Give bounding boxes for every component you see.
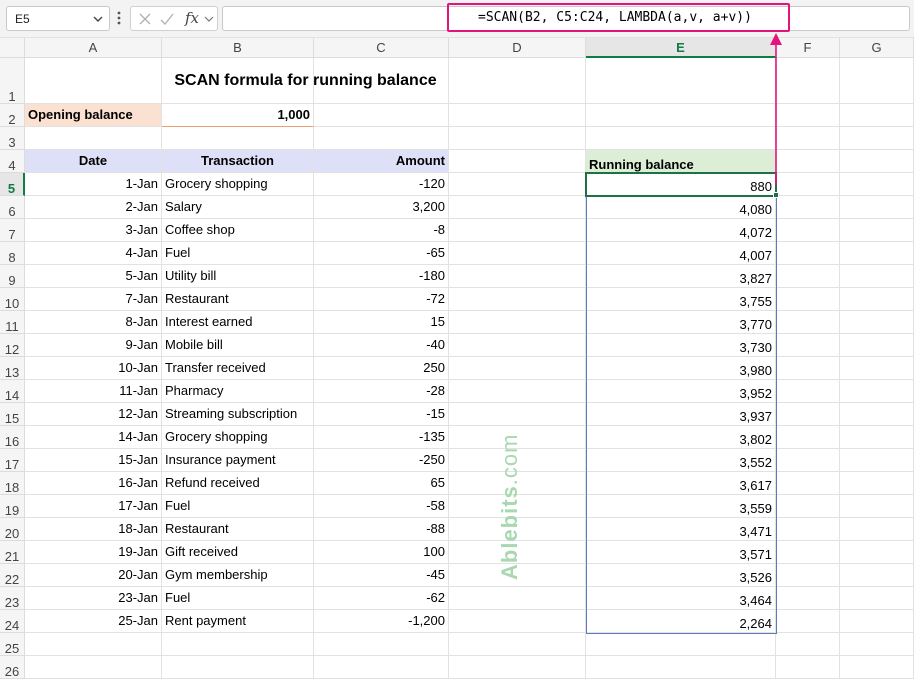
date-cell[interactable]: 18-Jan	[25, 518, 162, 541]
date-cell[interactable]: 20-Jan	[25, 564, 162, 587]
running-balance-cell[interactable]: 3,755	[586, 288, 776, 311]
row-header-7[interactable]: 7	[0, 219, 25, 242]
running-balance-cell[interactable]: 880	[586, 173, 776, 196]
amount-cell[interactable]: -65	[314, 242, 449, 265]
row-header-11[interactable]: 11	[0, 311, 25, 334]
amount-cell[interactable]: 65	[314, 472, 449, 495]
opening-balance-label[interactable]: Opening balance	[25, 104, 162, 127]
chevron-down-icon[interactable]	[91, 12, 105, 26]
amount-cell[interactable]: -62	[314, 587, 449, 610]
running-balance-cell[interactable]: 4,080	[586, 196, 776, 219]
cell-g14[interactable]	[840, 380, 914, 403]
transaction-cell[interactable]: Mobile bill	[162, 334, 314, 357]
cell-g26[interactable]	[840, 656, 914, 679]
running-balance-cell[interactable]: 3,937	[586, 403, 776, 426]
cell-g23[interactable]	[840, 587, 914, 610]
column-header-b[interactable]: B	[162, 38, 314, 58]
running-balance-cell[interactable]: 2,264	[586, 610, 776, 633]
amount-cell[interactable]: -250	[314, 449, 449, 472]
cell-g12[interactable]	[840, 334, 914, 357]
cell-g6[interactable]	[840, 196, 914, 219]
cell-g4[interactable]	[840, 150, 914, 173]
cell-b25[interactable]	[162, 633, 314, 656]
row-header-3[interactable]: 3	[0, 127, 25, 150]
row-header-14[interactable]: 14	[0, 380, 25, 403]
cell-d14[interactable]	[449, 380, 586, 403]
amount-cell[interactable]: 100	[314, 541, 449, 564]
transaction-cell[interactable]: Pharmacy	[162, 380, 314, 403]
cancel-icon[interactable]	[137, 11, 153, 27]
header-date[interactable]: Date	[25, 150, 162, 173]
amount-cell[interactable]: -45	[314, 564, 449, 587]
amount-cell[interactable]: 15	[314, 311, 449, 334]
row-header-20[interactable]: 20	[0, 518, 25, 541]
amount-cell[interactable]: -88	[314, 518, 449, 541]
cell-f26[interactable]	[776, 656, 840, 679]
cell-g7[interactable]	[840, 219, 914, 242]
column-header-e[interactable]: E	[586, 38, 776, 58]
spreadsheet-grid	[0, 38, 914, 679]
cell-f10[interactable]	[776, 288, 840, 311]
cell-d26[interactable]	[449, 656, 586, 679]
cell-c26[interactable]	[314, 656, 449, 679]
date-cell[interactable]: 4-Jan	[25, 242, 162, 265]
amount-cell[interactable]: -120	[314, 173, 449, 196]
date-cell[interactable]: 12-Jan	[25, 403, 162, 426]
transaction-cell[interactable]: Grocery shopping	[162, 426, 314, 449]
cell-a3[interactable]	[25, 127, 162, 150]
running-balance-cell[interactable]: 3,730	[586, 334, 776, 357]
cell-b3[interactable]	[162, 127, 314, 150]
date-cell[interactable]: 19-Jan	[25, 541, 162, 564]
transaction-cell[interactable]: Fuel	[162, 495, 314, 518]
cell-d15[interactable]	[449, 403, 586, 426]
cell-d3[interactable]	[449, 127, 586, 150]
column-header-a[interactable]: A	[25, 38, 162, 58]
transaction-cell[interactable]: Rent payment	[162, 610, 314, 633]
date-cell[interactable]: 5-Jan	[25, 265, 162, 288]
cell-c3[interactable]	[314, 127, 449, 150]
cell-f1[interactable]	[776, 58, 840, 104]
row-header-17[interactable]: 17	[0, 449, 25, 472]
cell-c25[interactable]	[314, 633, 449, 656]
amount-cell[interactable]: -8	[314, 219, 449, 242]
select-all-corner[interactable]	[0, 38, 25, 58]
running-balance-cell[interactable]: 3,770	[586, 311, 776, 334]
cell-d13[interactable]	[449, 357, 586, 380]
amount-cell[interactable]: -72	[314, 288, 449, 311]
transaction-cell[interactable]: Utility bill	[162, 265, 314, 288]
header-transaction[interactable]: Transaction	[162, 150, 314, 173]
cell-f16[interactable]	[776, 426, 840, 449]
row-header-6[interactable]: 6	[0, 196, 25, 219]
cell-f6[interactable]	[776, 196, 840, 219]
cell-f19[interactable]	[776, 495, 840, 518]
cell-d5[interactable]	[449, 173, 586, 196]
transaction-cell[interactable]: Fuel	[162, 587, 314, 610]
cell-g17[interactable]	[840, 449, 914, 472]
formula-text[interactable]: =SCAN(B2, C5:C24, LAMBDA(a,v, a+v))	[478, 10, 752, 25]
transaction-cell[interactable]: Fuel	[162, 242, 314, 265]
cell-e2[interactable]	[586, 104, 776, 127]
row-header-2[interactable]: 2	[0, 104, 25, 127]
cell-e3[interactable]	[586, 127, 776, 150]
cell-a25[interactable]	[25, 633, 162, 656]
date-cell[interactable]: 7-Jan	[25, 288, 162, 311]
cell-g19[interactable]	[840, 495, 914, 518]
transaction-cell[interactable]: Interest earned	[162, 311, 314, 334]
cell-f12[interactable]	[776, 334, 840, 357]
cell-c2[interactable]	[314, 104, 449, 127]
cell-a26[interactable]	[25, 656, 162, 679]
amount-cell[interactable]: -1,200	[314, 610, 449, 633]
cell-g25[interactable]	[840, 633, 914, 656]
row-header-26[interactable]: 26	[0, 656, 25, 679]
name-box[interactable]	[6, 6, 110, 31]
function-icon[interactable]: fx	[185, 9, 200, 27]
row-header-1[interactable]: 1	[0, 58, 25, 104]
cell-f9[interactable]	[776, 265, 840, 288]
running-balance-cell[interactable]: 4,007	[586, 242, 776, 265]
date-cell[interactable]: 2-Jan	[25, 196, 162, 219]
fill-handle[interactable]	[773, 192, 779, 198]
amount-cell[interactable]: 3,200	[314, 196, 449, 219]
cell-f11[interactable]	[776, 311, 840, 334]
amount-cell[interactable]: -135	[314, 426, 449, 449]
running-balance-cell[interactable]: 3,559	[586, 495, 776, 518]
cell-d10[interactable]	[449, 288, 586, 311]
cell-d9[interactable]	[449, 265, 586, 288]
cell-d2[interactable]	[449, 104, 586, 127]
cell-g13[interactable]	[840, 357, 914, 380]
amount-cell[interactable]: -180	[314, 265, 449, 288]
cell-d25[interactable]	[449, 633, 586, 656]
cell-d7[interactable]	[449, 219, 586, 242]
amount-cell[interactable]: -15	[314, 403, 449, 426]
cell-d11[interactable]	[449, 311, 586, 334]
cell-f14[interactable]	[776, 380, 840, 403]
header-amount[interactable]: Amount	[314, 150, 449, 173]
date-cell[interactable]: 23-Jan	[25, 587, 162, 610]
cell-d12[interactable]	[449, 334, 586, 357]
row-header-12[interactable]: 12	[0, 334, 25, 357]
formula-buttons	[130, 6, 218, 31]
cell-b26[interactable]	[162, 656, 314, 679]
cell-f25[interactable]	[776, 633, 840, 656]
date-cell[interactable]: 8-Jan	[25, 311, 162, 334]
row-header-25[interactable]: 25	[0, 633, 25, 656]
cell-d6[interactable]	[449, 196, 586, 219]
row-header-15[interactable]: 15	[0, 403, 25, 426]
date-cell[interactable]: 10-Jan	[25, 357, 162, 380]
cell-f22[interactable]	[776, 564, 840, 587]
running-balance-cell[interactable]: 4,072	[586, 219, 776, 242]
formula-highlight-box	[447, 3, 790, 32]
watermark-brand: Ablebits	[497, 485, 522, 580]
cell-d23[interactable]	[449, 587, 586, 610]
cell-f18[interactable]	[776, 472, 840, 495]
date-cell[interactable]: 17-Jan	[25, 495, 162, 518]
cell-f3[interactable]	[776, 127, 840, 150]
running-balance-cell[interactable]: 3,827	[586, 265, 776, 288]
more-vertical-icon[interactable]	[115, 9, 123, 27]
cell-f17[interactable]	[776, 449, 840, 472]
cell-e1[interactable]	[586, 58, 776, 104]
cell-e25[interactable]	[586, 633, 776, 656]
cell-g22[interactable]	[840, 564, 914, 587]
transaction-cell[interactable]: Restaurant	[162, 518, 314, 541]
running-balance-cell[interactable]: 3,464	[586, 587, 776, 610]
cell-f4[interactable]	[776, 150, 840, 173]
column-header-g[interactable]: G	[840, 38, 914, 58]
amount-cell[interactable]: 250	[314, 357, 449, 380]
cell-e26[interactable]	[586, 656, 776, 679]
row-header-24[interactable]: 24	[0, 610, 25, 633]
date-cell[interactable]: 15-Jan	[25, 449, 162, 472]
cell-f15[interactable]	[776, 403, 840, 426]
cell-g2[interactable]	[840, 104, 914, 127]
row-header-5[interactable]: 5	[0, 173, 25, 196]
running-balance-cell[interactable]: 3,552	[586, 449, 776, 472]
cell-g20[interactable]	[840, 518, 914, 541]
transaction-cell[interactable]: Salary	[162, 196, 314, 219]
running-balance-cell[interactable]: 3,952	[586, 380, 776, 403]
cell-g16[interactable]	[840, 426, 914, 449]
cell-f20[interactable]	[776, 518, 840, 541]
opening-balance-value[interactable]: 1,000	[162, 104, 314, 127]
date-cell[interactable]: 11-Jan	[25, 380, 162, 403]
row-header-10[interactable]: 10	[0, 288, 25, 311]
watermark	[497, 434, 523, 580]
row-header-22[interactable]: 22	[0, 564, 25, 587]
name-box-value: E5	[15, 12, 30, 26]
transaction-cell[interactable]: Transfer received	[162, 357, 314, 380]
cell-f5[interactable]	[776, 173, 840, 196]
transaction-cell[interactable]: Gym membership	[162, 564, 314, 587]
row-header-18[interactable]: 18	[0, 472, 25, 495]
sheet-title[interactable]: SCAN formula for running balance	[174, 72, 437, 89]
transaction-cell[interactable]: Restaurant	[162, 288, 314, 311]
row-header-19[interactable]: 19	[0, 495, 25, 518]
running-balance-cell[interactable]: 3,802	[586, 426, 776, 449]
cell-f21[interactable]	[776, 541, 840, 564]
cell-d8[interactable]	[449, 242, 586, 265]
column-header-f[interactable]: F	[776, 38, 840, 58]
cell-g10[interactable]	[840, 288, 914, 311]
transaction-cell[interactable]: Refund received	[162, 472, 314, 495]
cell-g1[interactable]	[840, 58, 914, 104]
cell-d4[interactable]	[449, 150, 586, 173]
running-balance-cell[interactable]: 3,617	[586, 472, 776, 495]
running-balance-cell[interactable]: 3,526	[586, 564, 776, 587]
date-cell[interactable]: 16-Jan	[25, 472, 162, 495]
cell-g11[interactable]	[840, 311, 914, 334]
cell-g18[interactable]	[840, 472, 914, 495]
cell-g15[interactable]	[840, 403, 914, 426]
row-header-23[interactable]: 23	[0, 587, 25, 610]
header-running-balance[interactable]: Running balance	[586, 150, 776, 173]
row-header-13[interactable]: 13	[0, 357, 25, 380]
cell-f23[interactable]	[776, 587, 840, 610]
cell-d24[interactable]	[449, 610, 586, 633]
cell-f8[interactable]	[776, 242, 840, 265]
date-cell[interactable]: 9-Jan	[25, 334, 162, 357]
confirm-icon[interactable]	[159, 11, 175, 27]
cell-g9[interactable]	[840, 265, 914, 288]
row-header-8[interactable]: 8	[0, 242, 25, 265]
formula-bar	[0, 0, 914, 38]
cell-f24[interactable]	[776, 610, 840, 633]
date-cell[interactable]: 14-Jan	[25, 426, 162, 449]
transaction-cell[interactable]: Grocery shopping	[162, 173, 314, 196]
column-header-d[interactable]: D	[449, 38, 586, 58]
amount-cell[interactable]: -40	[314, 334, 449, 357]
cell-f2[interactable]	[776, 104, 840, 127]
cell-f7[interactable]	[776, 219, 840, 242]
amount-cell[interactable]: -58	[314, 495, 449, 518]
transaction-cell[interactable]: Insurance payment	[162, 449, 314, 472]
row-header-9[interactable]: 9	[0, 265, 25, 288]
running-balance-cell[interactable]: 3,571	[586, 541, 776, 564]
row-header-21[interactable]: 21	[0, 541, 25, 564]
watermark-suffix: .com	[497, 433, 522, 486]
row-header-4[interactable]: 4	[0, 150, 25, 173]
transaction-cell[interactable]: Gift received	[162, 541, 314, 564]
cell-g21[interactable]	[840, 541, 914, 564]
amount-cell[interactable]: -28	[314, 380, 449, 403]
cell-f13[interactable]	[776, 357, 840, 380]
transaction-cell[interactable]: Coffee shop	[162, 219, 314, 242]
transaction-cell[interactable]: Streaming subscription	[162, 403, 314, 426]
date-cell[interactable]: 1-Jan	[25, 173, 162, 196]
cell-g3[interactable]	[840, 127, 914, 150]
date-cell[interactable]: 3-Jan	[25, 219, 162, 242]
cell-g5[interactable]	[840, 173, 914, 196]
row-header-16[interactable]: 16	[0, 426, 25, 449]
cell-g24[interactable]	[840, 610, 914, 633]
date-cell[interactable]: 25-Jan	[25, 610, 162, 633]
running-balance-cell[interactable]: 3,471	[586, 518, 776, 541]
chevron-down-icon[interactable]	[203, 11, 215, 27]
column-header-c[interactable]: C	[314, 38, 449, 58]
running-balance-cell[interactable]: 3,980	[586, 357, 776, 380]
cell-g8[interactable]	[840, 242, 914, 265]
